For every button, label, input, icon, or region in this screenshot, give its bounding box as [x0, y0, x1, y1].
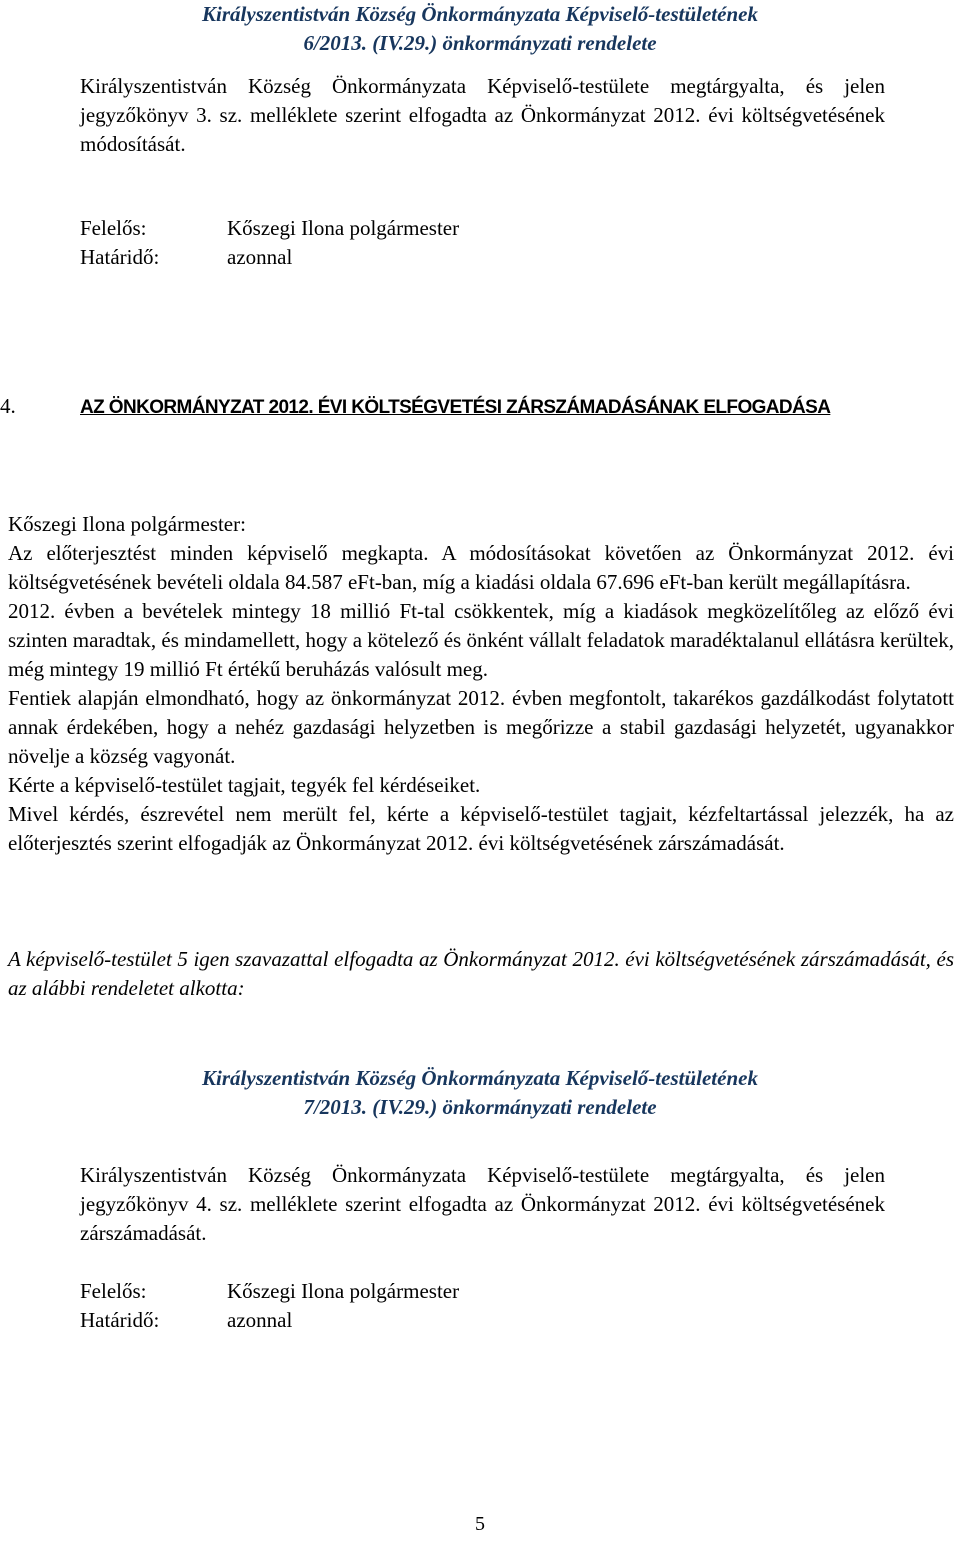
section-number: 4.	[0, 394, 16, 418]
deadline-row	[80, 1306, 885, 1335]
resolution-7-title-line2: 7/2013. (IV.29.) önkormányzati rendelete	[303, 1095, 657, 1119]
deadline-label: Határidő:	[80, 245, 160, 269]
resolution-7-title-line1: Királyszentistván Község Önkormányzata Képviselő-testületének	[202, 1066, 758, 1090]
deadline-value: azonnal	[227, 1308, 293, 1332]
responsible-label: Felelős:	[80, 216, 147, 240]
discussion-paragraph-1: Az előterjesztést minden képviselő megkapta. A módosításokat követően az Önkormányzat 2012. évi költségvetésének bevételi oldala 84.587 eFt-ban, míg a kiadási oldala 67.696 eFt-ban került megállapításra.	[8, 541, 954, 594]
discussion-paragraph-2: 2012. évben a bevételek mintegy 18 millió Ft-tal csökkentek, míg a kiadások megközelítőleg az előző évi szinten maradtak, és mindamellett, hogy a kötelező és önként vállalt feladatok maradéktalanul ellátásra kerültek, még mintegy 19 millió Ft értékű beruházás valósult meg.	[8, 599, 954, 681]
responsible-row	[80, 1277, 885, 1306]
responsible-value: Kőszegi Ilona polgármester	[227, 216, 460, 240]
discussion-paragraph-4: Kérte a képviselő-testület tagjait, tegyék fel kérdéseiket.	[8, 773, 481, 797]
resolution-7-meta	[80, 1277, 885, 1335]
resolution-6-title-line1: Királyszentistván Község Önkormányzata Képviselő-testületének	[202, 2, 758, 26]
deadline-label: Határidő:	[80, 1308, 160, 1332]
discussion	[8, 510, 954, 858]
discussion-paragraph-3: Fentiek alapján elmondható, hogy az önkormányzat 2012. évben megfontolt, takarékos gazdálkodást folytatott annak érdekében, hogy a nehéz gazdasági helyzetben is megőrizze a stabil gazdasági helyzetét, ugyanakkor növelje a község vagyonát.	[8, 686, 954, 768]
resolution-7-body: Királyszentistván Község Önkormányzata Képviselő-testülete megtárgyalta, és jelen jegyzőkönyv 4. sz. melléklete szerint elfogadta az Önkormányzat 2012. évi költségvetésének zárszámadását.	[80, 1163, 885, 1245]
section-heading-text: AZ ÖNKORMÁNYZAT 2012. ÉVI KÖLTSÉGVETÉSI ZÁRSZÁMADÁSÁNAK ELFOGADÁSA	[80, 397, 831, 418]
resolution-7-title	[0, 1064, 960, 1122]
resolution-6-title-line2: 6/2013. (IV.29.) önkormányzati rendelete	[303, 31, 657, 55]
section-4-heading	[0, 392, 960, 422]
deadline-value: azonnal	[227, 245, 293, 269]
page-number: 5	[475, 1513, 485, 1535]
discussion-paragraph-5: Mivel kérdés, észrevétel nem merült fel, kérte a képviselő-testület tagjait, kézfeltartással jelezzék, ha az előterjesztés szerint elfogadják az Önkormányzat 2012. évi költségvetésének zárszámadását.	[8, 802, 954, 855]
deadline-row	[80, 243, 885, 272]
resolution-6-title	[0, 0, 960, 58]
speaker-label: Kőszegi Ilona polgármester:	[8, 512, 246, 536]
responsible-value: Kőszegi Ilona polgármester	[227, 1279, 460, 1303]
resolution-6-meta	[80, 214, 885, 272]
vote-statement	[8, 945, 954, 1003]
responsible-label: Felelős:	[80, 1279, 147, 1303]
responsible-row	[80, 214, 885, 243]
resolution-6-body: Királyszentistván Község Önkormányzata Képviselő-testülete megtárgyalta, és jelen jegyzőkönyv 3. sz. melléklete szerint elfogadta az Önkormányzat 2012. évi költségvetésének módosítását.	[80, 74, 885, 156]
vote-text: A képviselő-testület 5 igen szavazattal elfogadta az Önkormányzat 2012. évi költségvetésének zárszámadását, és az alábbi rendeletet alkotta:	[8, 947, 954, 1000]
